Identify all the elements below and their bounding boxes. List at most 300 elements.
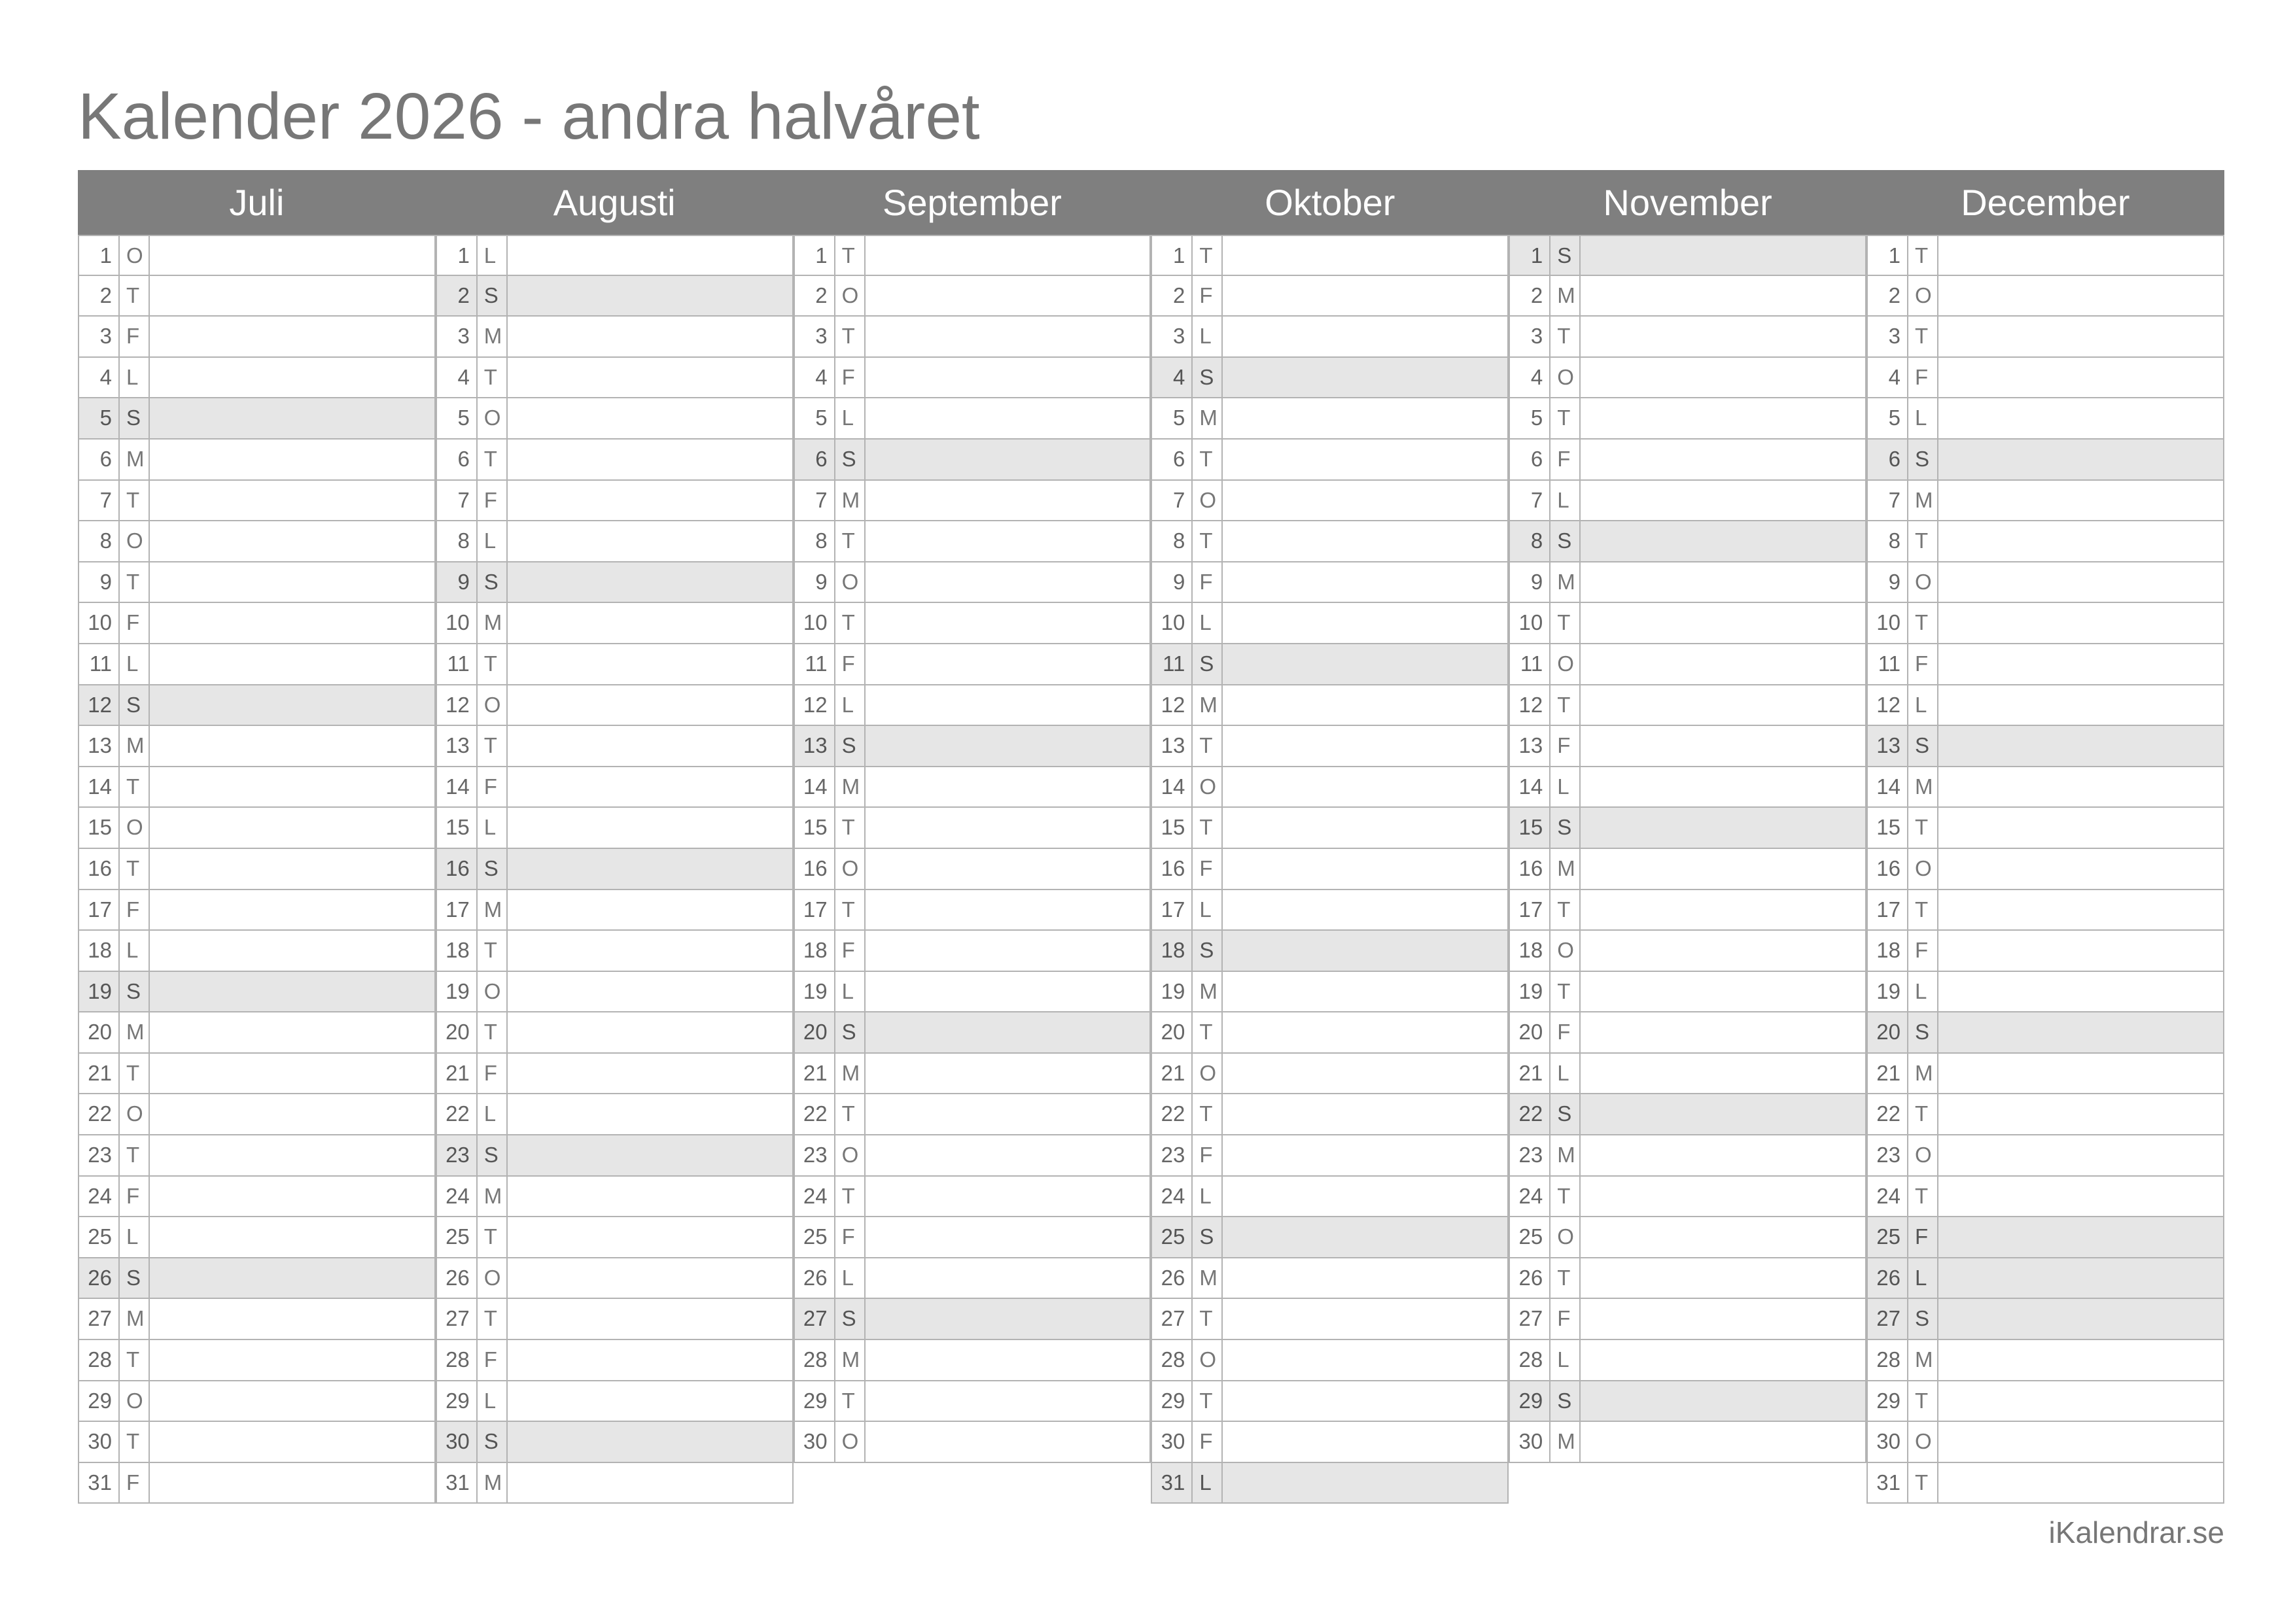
day-note-cell[interactable] (150, 1135, 434, 1175)
day-note-cell[interactable] (1223, 358, 1507, 398)
day-row[interactable] (794, 521, 1151, 562)
day-row[interactable] (1866, 440, 2224, 481)
day-note-cell[interactable] (1223, 398, 1507, 438)
day-row[interactable] (436, 235, 794, 276)
day-row[interactable] (436, 521, 794, 562)
day-note-cell[interactable] (150, 358, 434, 398)
day-row[interactable] (794, 849, 1151, 890)
day-row[interactable] (78, 481, 436, 522)
day-note-cell[interactable] (1223, 1258, 1507, 1298)
day-row[interactable] (794, 1217, 1151, 1258)
day-row[interactable] (1866, 1258, 2224, 1300)
day-row[interactable] (78, 890, 436, 931)
day-note-cell[interactable] (1938, 849, 2223, 889)
day-row[interactable] (1509, 235, 1866, 276)
day-note-cell[interactable] (1223, 1054, 1507, 1094)
day-row[interactable] (1509, 440, 1866, 481)
day-row[interactable] (1866, 235, 2224, 276)
day-row[interactable] (794, 603, 1151, 644)
day-row[interactable] (436, 1217, 794, 1258)
day-note-cell[interactable] (866, 890, 1150, 930)
day-note-cell[interactable] (150, 1094, 434, 1134)
day-note-cell[interactable] (1223, 1177, 1507, 1217)
day-note-cell[interactable] (1581, 317, 1865, 356)
day-note-cell[interactable] (1938, 644, 2223, 684)
day-row[interactable] (436, 1299, 794, 1340)
day-note-cell[interactable] (508, 276, 792, 316)
day-row[interactable] (436, 1177, 794, 1218)
day-row[interactable] (436, 1463, 794, 1504)
day-note-cell[interactable] (1581, 358, 1865, 398)
day-note-cell[interactable] (1938, 398, 2223, 438)
day-row[interactable] (1151, 972, 1509, 1013)
day-note-cell[interactable] (1938, 931, 2223, 971)
day-note-cell[interactable] (1581, 398, 1865, 438)
day-note-cell[interactable] (1581, 440, 1865, 479)
day-note-cell[interactable] (150, 317, 434, 356)
day-row[interactable] (1866, 1177, 2224, 1218)
day-row[interactable] (78, 440, 436, 481)
day-note-cell[interactable] (150, 972, 434, 1012)
day-row[interactable] (794, 358, 1151, 399)
day-row[interactable] (1509, 358, 1866, 399)
day-row[interactable] (794, 317, 1151, 358)
day-note-cell[interactable] (150, 1177, 434, 1217)
day-note-cell[interactable] (150, 644, 434, 684)
day-note-cell[interactable] (1938, 276, 2223, 316)
day-note-cell[interactable] (1581, 1422, 1865, 1462)
day-row[interactable] (78, 931, 436, 972)
day-note-cell[interactable] (1223, 562, 1507, 602)
day-row[interactable] (794, 562, 1151, 604)
day-row[interactable] (794, 890, 1151, 931)
day-note-cell[interactable] (508, 1012, 792, 1052)
day-row[interactable] (1866, 1381, 2224, 1423)
day-note-cell[interactable] (508, 1340, 792, 1380)
day-note-cell[interactable] (1223, 1299, 1507, 1339)
day-row[interactable] (1151, 1177, 1509, 1218)
day-note-cell[interactable] (1223, 890, 1507, 930)
day-note-cell[interactable] (1938, 1217, 2223, 1257)
day-row[interactable] (78, 1135, 436, 1177)
day-row[interactable] (794, 1177, 1151, 1218)
day-row[interactable] (1509, 398, 1866, 440)
day-row[interactable] (78, 1258, 436, 1300)
day-row[interactable] (78, 1177, 436, 1218)
day-note-cell[interactable] (508, 1094, 792, 1134)
day-row[interactable] (1866, 521, 2224, 562)
day-row[interactable] (1151, 358, 1509, 399)
day-note-cell[interactable] (1223, 1012, 1507, 1052)
day-row[interactable] (436, 685, 794, 727)
day-note-cell[interactable] (1581, 1012, 1865, 1052)
day-note-cell[interactable] (866, 972, 1150, 1012)
day-row[interactable] (1151, 521, 1509, 562)
day-note-cell[interactable] (150, 931, 434, 971)
day-row[interactable] (794, 685, 1151, 727)
day-note-cell[interactable] (1581, 236, 1865, 275)
day-row[interactable] (1866, 1422, 2224, 1463)
day-row[interactable] (436, 1422, 794, 1463)
day-note-cell[interactable] (508, 521, 792, 561)
day-row[interactable] (1509, 1340, 1866, 1381)
day-note-cell[interactable] (866, 440, 1150, 479)
day-row[interactable] (1509, 481, 1866, 522)
day-note-cell[interactable] (866, 521, 1150, 561)
day-row[interactable] (794, 808, 1151, 849)
day-note-cell[interactable] (1581, 685, 1865, 725)
day-row[interactable] (1151, 1135, 1509, 1177)
day-row[interactable] (436, 603, 794, 644)
day-row[interactable] (1151, 235, 1509, 276)
day-note-cell[interactable] (1938, 685, 2223, 725)
day-row[interactable] (1866, 767, 2224, 808)
day-note-cell[interactable] (866, 1258, 1150, 1298)
day-note-cell[interactable] (1938, 317, 2223, 356)
day-note-cell[interactable] (150, 440, 434, 479)
day-row[interactable] (794, 1340, 1151, 1381)
day-note-cell[interactable] (1938, 1177, 2223, 1217)
day-row[interactable] (1509, 603, 1866, 644)
day-note-cell[interactable] (508, 236, 792, 275)
day-note-cell[interactable] (150, 603, 434, 643)
day-note-cell[interactable] (508, 931, 792, 971)
day-row[interactable] (1509, 1299, 1866, 1340)
day-note-cell[interactable] (150, 562, 434, 602)
day-note-cell[interactable] (150, 521, 434, 561)
day-row[interactable] (1509, 685, 1866, 727)
day-note-cell[interactable] (508, 1217, 792, 1257)
day-row[interactable] (1151, 603, 1509, 644)
day-note-cell[interactable] (866, 1422, 1150, 1462)
day-row[interactable] (1509, 317, 1866, 358)
day-row[interactable] (1509, 931, 1866, 972)
day-row[interactable] (78, 276, 436, 317)
day-row[interactable] (1509, 521, 1866, 562)
day-row[interactable] (1151, 1094, 1509, 1135)
day-note-cell[interactable] (150, 481, 434, 521)
day-note-cell[interactable] (508, 603, 792, 643)
day-row[interactable] (436, 1258, 794, 1300)
day-row[interactable] (794, 644, 1151, 685)
day-note-cell[interactable] (508, 849, 792, 889)
day-note-cell[interactable] (150, 1381, 434, 1421)
day-row[interactable] (1151, 1381, 1509, 1423)
day-row[interactable] (794, 1012, 1151, 1054)
day-row[interactable] (1866, 358, 2224, 399)
day-row[interactable] (78, 603, 436, 644)
day-note-cell[interactable] (1581, 521, 1865, 561)
day-row[interactable] (794, 726, 1151, 767)
day-row[interactable] (1151, 931, 1509, 972)
day-note-cell[interactable] (508, 808, 792, 848)
day-note-cell[interactable] (1938, 726, 2223, 766)
day-note-cell[interactable] (866, 1299, 1150, 1339)
day-row[interactable] (794, 481, 1151, 522)
day-note-cell[interactable] (866, 767, 1150, 807)
day-note-cell[interactable] (1581, 1381, 1865, 1421)
day-row[interactable] (78, 1299, 436, 1340)
day-note-cell[interactable] (1938, 1258, 2223, 1298)
day-note-cell[interactable] (866, 726, 1150, 766)
day-note-cell[interactable] (508, 1258, 792, 1298)
day-row[interactable] (794, 1094, 1151, 1135)
day-row[interactable] (1151, 317, 1509, 358)
day-note-cell[interactable] (1223, 236, 1507, 275)
day-note-cell[interactable] (1581, 726, 1865, 766)
day-row[interactable] (436, 726, 794, 767)
day-note-cell[interactable] (1581, 1054, 1865, 1094)
day-note-cell[interactable] (1581, 603, 1865, 643)
day-row[interactable] (1509, 1054, 1866, 1095)
day-note-cell[interactable] (1581, 808, 1865, 848)
day-row[interactable] (794, 1054, 1151, 1095)
day-note-cell[interactable] (150, 1217, 434, 1257)
day-row[interactable] (1866, 808, 2224, 849)
day-row[interactable] (436, 1094, 794, 1135)
day-row[interactable] (78, 521, 436, 562)
day-row[interactable] (436, 808, 794, 849)
day-note-cell[interactable] (1938, 358, 2223, 398)
day-row[interactable] (1509, 1258, 1866, 1300)
day-note-cell[interactable] (1938, 236, 2223, 275)
footer-brand[interactable]: iKalendrar.se (2048, 1515, 2224, 1549)
day-note-cell[interactable] (866, 1135, 1150, 1175)
day-note-cell[interactable] (1223, 481, 1507, 521)
day-row[interactable] (794, 235, 1151, 276)
day-note-cell[interactable] (1938, 890, 2223, 930)
day-row[interactable] (1866, 1217, 2224, 1258)
day-row[interactable] (436, 1012, 794, 1054)
day-row[interactable] (1151, 1054, 1509, 1095)
day-row[interactable] (794, 972, 1151, 1013)
day-row[interactable] (78, 235, 436, 276)
day-row[interactable] (794, 276, 1151, 317)
day-row[interactable] (794, 398, 1151, 440)
day-note-cell[interactable] (508, 1177, 792, 1217)
day-row[interactable] (1866, 603, 2224, 644)
day-note-cell[interactable] (1581, 931, 1865, 971)
day-note-cell[interactable] (1938, 603, 2223, 643)
day-row[interactable] (794, 1381, 1151, 1423)
day-row[interactable] (1866, 481, 2224, 522)
day-row[interactable] (1866, 562, 2224, 604)
day-row[interactable] (436, 358, 794, 399)
day-note-cell[interactable] (1223, 521, 1507, 561)
day-row[interactable] (78, 1381, 436, 1423)
day-row[interactable] (1151, 481, 1509, 522)
day-note-cell[interactable] (150, 808, 434, 848)
day-note-cell[interactable] (1938, 562, 2223, 602)
day-note-cell[interactable] (1938, 521, 2223, 561)
day-note-cell[interactable] (1938, 1463, 2223, 1503)
day-row[interactable] (78, 767, 436, 808)
day-row[interactable] (1866, 317, 2224, 358)
day-note-cell[interactable] (1581, 481, 1865, 521)
day-row[interactable] (436, 931, 794, 972)
day-row[interactable] (1509, 644, 1866, 685)
day-row[interactable] (78, 1217, 436, 1258)
day-note-cell[interactable] (866, 1217, 1150, 1257)
day-note-cell[interactable] (1938, 1054, 2223, 1094)
day-row[interactable] (436, 1054, 794, 1095)
day-row[interactable] (436, 562, 794, 604)
day-row[interactable] (1151, 440, 1509, 481)
day-row[interactable] (78, 1463, 436, 1504)
day-note-cell[interactable] (1938, 767, 2223, 807)
day-note-cell[interactable] (1223, 1135, 1507, 1175)
day-row[interactable] (1151, 726, 1509, 767)
day-note-cell[interactable] (508, 1299, 792, 1339)
day-row[interactable] (1151, 890, 1509, 931)
day-row[interactable] (1866, 972, 2224, 1013)
day-note-cell[interactable] (150, 890, 434, 930)
day-note-cell[interactable] (150, 276, 434, 316)
day-row[interactable] (1509, 1381, 1866, 1423)
day-note-cell[interactable] (1938, 1299, 2223, 1339)
day-row[interactable] (1151, 1217, 1509, 1258)
day-row[interactable] (436, 849, 794, 890)
day-row[interactable] (436, 440, 794, 481)
day-row[interactable] (1866, 1135, 2224, 1177)
day-row[interactable] (1866, 1340, 2224, 1381)
day-note-cell[interactable] (866, 236, 1150, 275)
day-row[interactable] (1866, 890, 2224, 931)
day-note-cell[interactable] (866, 1340, 1150, 1380)
day-note-cell[interactable] (508, 644, 792, 684)
day-row[interactable] (436, 1135, 794, 1177)
day-row[interactable] (78, 849, 436, 890)
day-row[interactable] (794, 1299, 1151, 1340)
day-row[interactable] (436, 398, 794, 440)
day-row[interactable] (1151, 644, 1509, 685)
day-row[interactable] (1866, 1012, 2224, 1054)
day-note-cell[interactable] (508, 562, 792, 602)
day-row[interactable] (78, 358, 436, 399)
day-row[interactable] (1151, 1340, 1509, 1381)
day-note-cell[interactable] (1581, 1094, 1865, 1134)
day-row[interactable] (1509, 890, 1866, 931)
day-note-cell[interactable] (150, 1054, 434, 1094)
day-row[interactable] (794, 767, 1151, 808)
day-note-cell[interactable] (508, 1463, 792, 1503)
day-note-cell[interactable] (1581, 1135, 1865, 1175)
day-note-cell[interactable] (1938, 1135, 2223, 1175)
day-note-cell[interactable] (150, 1012, 434, 1052)
day-note-cell[interactable] (508, 1135, 792, 1175)
day-note-cell[interactable] (150, 1340, 434, 1380)
day-note-cell[interactable] (508, 358, 792, 398)
day-row[interactable] (1151, 685, 1509, 727)
day-row[interactable] (1509, 562, 1866, 604)
day-row[interactable] (78, 685, 436, 727)
day-row[interactable] (1509, 972, 1866, 1013)
day-row[interactable] (78, 562, 436, 604)
day-row[interactable] (1866, 398, 2224, 440)
day-row[interactable] (436, 317, 794, 358)
day-row[interactable] (1509, 1094, 1866, 1135)
day-note-cell[interactable] (150, 398, 434, 438)
day-row[interactable] (1151, 767, 1509, 808)
day-note-cell[interactable] (508, 685, 792, 725)
day-note-cell[interactable] (150, 685, 434, 725)
day-row[interactable] (1151, 1258, 1509, 1300)
day-row[interactable] (436, 276, 794, 317)
day-note-cell[interactable] (1223, 1340, 1507, 1380)
day-row[interactable] (1509, 767, 1866, 808)
day-note-cell[interactable] (1223, 1463, 1507, 1503)
day-note-cell[interactable] (1938, 440, 2223, 479)
day-row[interactable] (1151, 398, 1509, 440)
day-note-cell[interactable] (150, 726, 434, 766)
day-note-cell[interactable] (1581, 1217, 1865, 1257)
day-note-cell[interactable] (866, 644, 1150, 684)
day-note-cell[interactable] (1223, 1381, 1507, 1421)
day-note-cell[interactable] (1223, 1094, 1507, 1134)
day-note-cell[interactable] (1938, 1381, 2223, 1421)
day-row[interactable] (436, 890, 794, 931)
day-note-cell[interactable] (1581, 767, 1865, 807)
day-note-cell[interactable] (866, 1381, 1150, 1421)
day-row[interactable] (1151, 1299, 1509, 1340)
day-note-cell[interactable] (1223, 603, 1507, 643)
day-note-cell[interactable] (150, 849, 434, 889)
day-note-cell[interactable] (1223, 1217, 1507, 1257)
day-note-cell[interactable] (1581, 1258, 1865, 1298)
day-note-cell[interactable] (866, 481, 1150, 521)
day-row[interactable] (1509, 276, 1866, 317)
day-row[interactable] (794, 1258, 1151, 1300)
day-note-cell[interactable] (508, 972, 792, 1012)
day-note-cell[interactable] (866, 276, 1150, 316)
day-note-cell[interactable] (1223, 317, 1507, 356)
day-row[interactable] (78, 398, 436, 440)
day-row[interactable] (78, 1422, 436, 1463)
day-note-cell[interactable] (150, 236, 434, 275)
day-note-cell[interactable] (866, 562, 1150, 602)
day-note-cell[interactable] (150, 1422, 434, 1462)
day-note-cell[interactable] (1223, 972, 1507, 1012)
day-row[interactable] (1151, 808, 1509, 849)
day-note-cell[interactable] (508, 440, 792, 479)
day-row[interactable] (1866, 1054, 2224, 1095)
day-row[interactable] (436, 1340, 794, 1381)
day-row[interactable] (78, 644, 436, 685)
day-row[interactable] (1151, 849, 1509, 890)
day-row[interactable] (1509, 808, 1866, 849)
day-note-cell[interactable] (1581, 890, 1865, 930)
day-note-cell[interactable] (866, 1094, 1150, 1134)
day-note-cell[interactable] (1938, 1340, 2223, 1380)
day-note-cell[interactable] (1223, 849, 1507, 889)
day-note-cell[interactable] (1223, 931, 1507, 971)
day-row[interactable] (1866, 849, 2224, 890)
day-row[interactable] (78, 808, 436, 849)
day-note-cell[interactable] (866, 1177, 1150, 1217)
day-note-cell[interactable] (1223, 276, 1507, 316)
day-note-cell[interactable] (1581, 562, 1865, 602)
day-row[interactable] (78, 317, 436, 358)
day-note-cell[interactable] (866, 685, 1150, 725)
day-note-cell[interactable] (508, 890, 792, 930)
day-note-cell[interactable] (508, 398, 792, 438)
day-row[interactable] (78, 1094, 436, 1135)
day-row[interactable] (1866, 685, 2224, 727)
day-note-cell[interactable] (1581, 1299, 1865, 1339)
day-note-cell[interactable] (150, 1258, 434, 1298)
day-row[interactable] (1509, 726, 1866, 767)
day-row[interactable] (78, 1054, 436, 1095)
